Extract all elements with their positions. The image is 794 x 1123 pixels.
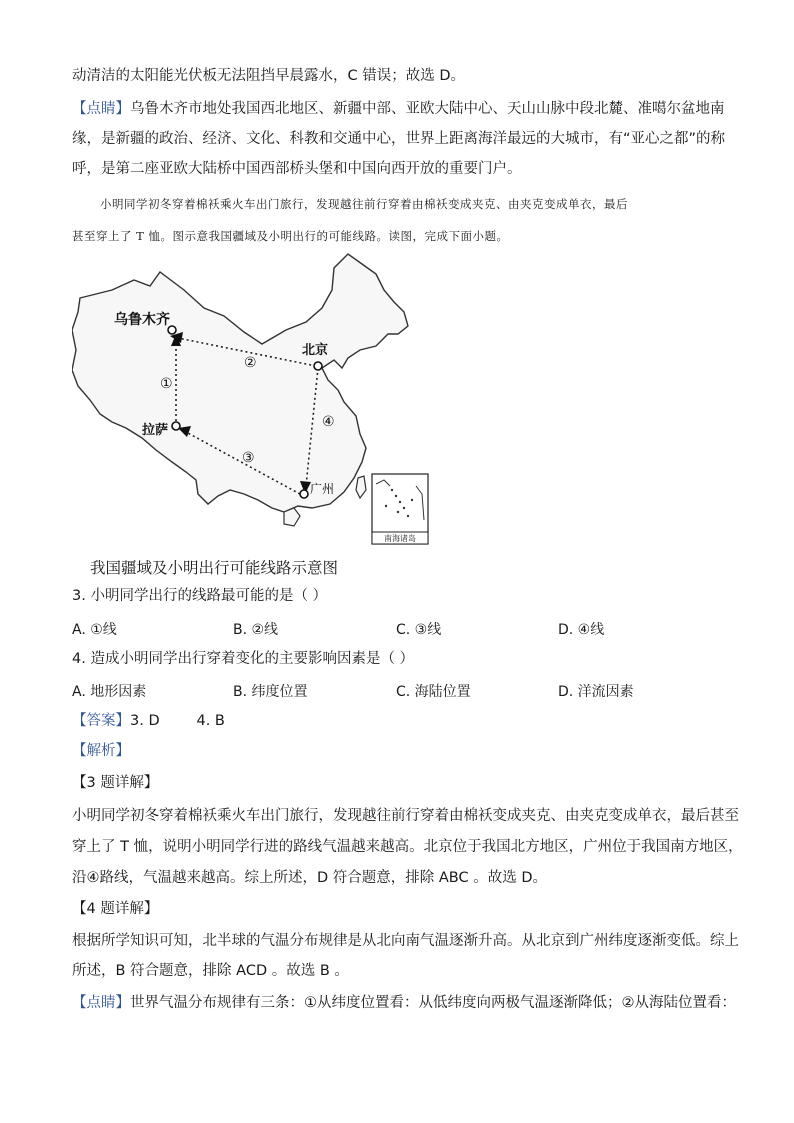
- answer-line: [72, 711, 225, 731]
- q3-option-b: B. ②线: [233, 622, 279, 638]
- question-stem: 小明同学初冬穿着棉袄乘火车出门旅行，发现越往前行穿着由棉袄变成夹克、由夹克变成单衣，最后: [100, 197, 628, 211]
- detail4-line: 根据所学知识可知，北半球的气温分布规律是从北向南气温逐渐升高。从北京到广州纬度逐渐变低。综上: [72, 933, 739, 949]
- guangzhou-marker: [300, 490, 308, 498]
- lhasa-label: 拉萨: [142, 423, 169, 438]
- detail3-line: 小明同学初冬穿着棉袄乘火车出门旅行，发现越往前行穿着由棉袄变成夹克、由夹克变成单衣，最后甚至: [72, 808, 739, 824]
- q3-option-c: C. ③线: [396, 622, 442, 638]
- hainan-island: [284, 508, 300, 526]
- question-stem: 甚至穿上了 T 恤。图示意我国疆域及小明出行的可能线路。读图，完成下面小题。: [72, 229, 509, 243]
- taiwan-island: [356, 476, 366, 498]
- paragraph-line: 呼，是第二座亚欧大陆桥中国西部桥头堡和中国向西开放的重要门户。: [72, 161, 522, 177]
- q4-stem: 4. 造成小明同学出行穿着变化的主要影响因素是（ ）: [72, 651, 415, 667]
- paragraph-line: 动清洁的太阳能光伏板无法阻挡早晨露水，C 错误；故选 D。: [72, 68, 466, 84]
- q3-stem: 3. 小明同学出行的线路最可能的是（ ）: [72, 588, 328, 604]
- beijing-label: 北京: [302, 343, 329, 358]
- route-2-label: ②: [244, 355, 257, 371]
- china-outline: [72, 254, 408, 512]
- tip-tag: 【点睛】: [72, 101, 130, 117]
- route-1-label: ①: [160, 376, 173, 392]
- detail4-tag: 【4 题详解】: [72, 901, 159, 917]
- lhasa-marker: [172, 422, 180, 430]
- china-route-map: [72, 250, 432, 550]
- route-4-label: ④: [322, 414, 335, 430]
- tip-text: 乌鲁木齐市地处我国西北地区、新疆中部、亚欧大陆中心、天山山脉中段北麓、准噶尔盆地南: [130, 101, 725, 117]
- q4-option-b: B. 纬度位置: [233, 684, 308, 700]
- q4-option-a: A. 地形因素: [72, 684, 147, 700]
- answer-tag: 【答案】: [72, 713, 130, 729]
- tip-line: [72, 99, 725, 119]
- inset-label: 南海诸岛: [384, 534, 416, 543]
- detail4-line: 所述，B 符合题意，排除 ACD 。故选 B 。: [72, 963, 349, 979]
- q4-option-c: C. 海陆位置: [396, 684, 471, 700]
- guangzhou-label: 广州: [310, 482, 335, 496]
- map-caption: 我国疆域及小明出行可能线路示意图: [90, 559, 339, 577]
- q3-option-a: A. ①线: [72, 622, 117, 638]
- beijing-marker: [314, 362, 322, 370]
- tip-text: 世界气温分布规律有三条：①从纬度位置看：从低纬度向两极气温逐渐降低；②从海陆位置看：: [130, 995, 736, 1011]
- detail3-line: 穿上了 T 恤，说明小明同学行进的路线气温越来越高。北京位于我国北方地区，广州位于我国南方地区，: [72, 839, 743, 855]
- q3-option-d: D. ④线: [558, 622, 605, 638]
- detail3-line: 沿④路线，气温越来越高。综上所述，D 符合题意，排除 ABC 。故选 D。: [72, 870, 547, 886]
- route-3-label: ③: [242, 450, 255, 466]
- paragraph-line: 缘，是新疆的政治、经济、文化、科教和交通中心，世界上距离海洋最远的大城市，有“亚心之都”的称: [72, 131, 726, 147]
- answer-text: 3. D 4. B: [130, 713, 225, 729]
- detail3-tag: 【3 题详解】: [72, 775, 159, 791]
- urumqi-label: 乌鲁木齐: [114, 312, 170, 328]
- q4-option-d: D. 洋流因素: [558, 684, 634, 700]
- tip-line: [72, 993, 736, 1013]
- analysis-tag: 【解析】: [72, 743, 130, 759]
- tip-tag: 【点睛】: [72, 995, 130, 1011]
